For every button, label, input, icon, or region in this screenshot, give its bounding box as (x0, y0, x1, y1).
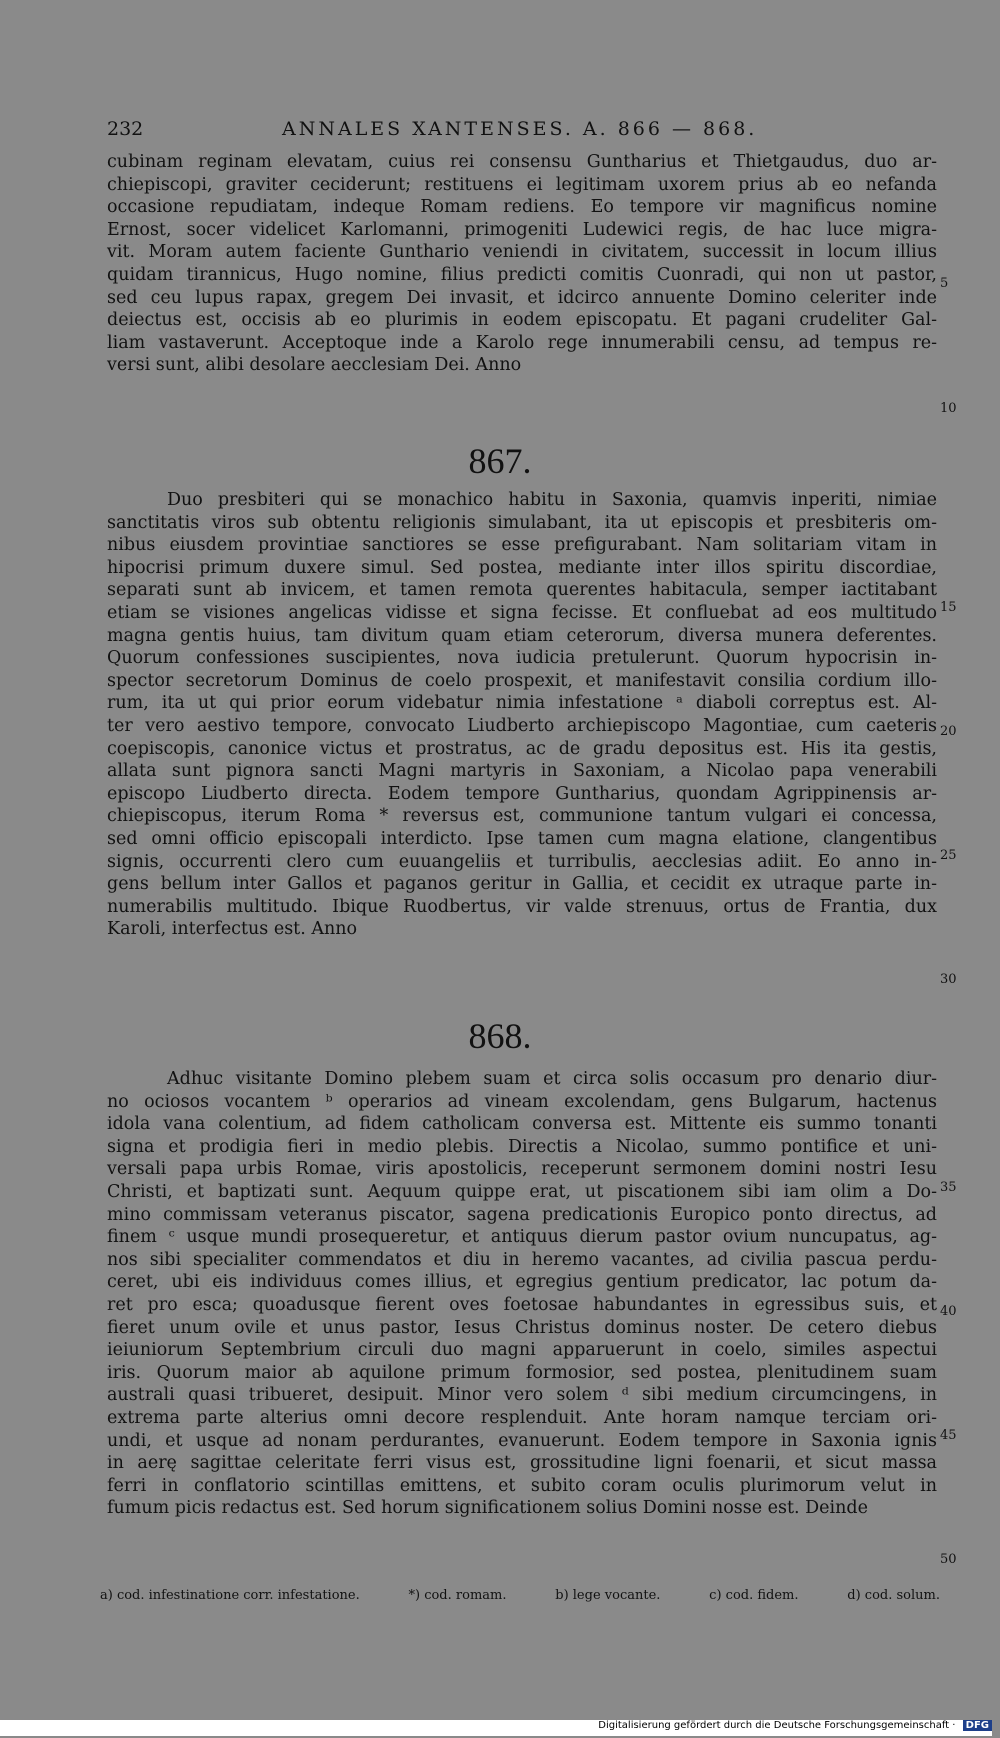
digitization-footer (0, 1720, 992, 1736)
text-line: extrema parte alterius omni decore resplenduit. Ante horam namque terciam ori- (107, 1408, 937, 1428)
text-line: vit. Moram autem faciente Gunthario veniendi in civitatem, successit in locum illius (107, 242, 937, 263)
text-line: chiepiscopus, iterum Roma * reversus est, communione tantum vulgari ei concessa, (107, 806, 937, 827)
text-line: fieret unum ovile et unus pastor, Iesus Christus dominus noster. De cetero diebus (107, 1317, 937, 1338)
text-line: Karoli, interfectus est. Anno (107, 919, 358, 940)
year-heading: 867. (468, 441, 532, 481)
text-line: ceret, ubi eis individuus comes illius, et egregius gentium predicator, lac potum da- (107, 1272, 937, 1293)
text-line: liam vastaverunt. Acceptoque inde a Karolo rege innumerabili censu, ad tempus re- (107, 332, 937, 353)
dfg-logo: DFG (963, 1720, 992, 1731)
line-number: 35 (940, 1180, 957, 1195)
text-line: mino commissam veteranus piscator, sagena predicationis Europico ponto directus, ad (107, 1204, 937, 1225)
footer-text: Digitalisierung gefördert durch die Deutsche Forschungsgemeinschaft · (598, 1720, 956, 1731)
footnote: d) cod. solum. (847, 1588, 940, 1603)
header-title: ANNALES XANTENSES. A. 866 — 868. (282, 118, 758, 140)
text-line: ter vero aestivo tempore, convocato Liudberto archiepiscopo Magontiae, cum caeteris (107, 716, 937, 736)
text-line: ferri in conflatorio scintillas emittens, et subito coram oculis plurimorum velut in (107, 1475, 937, 1496)
text-line: Adhuc visitante Domino plebem suam et circa solis occasum pro denario diur- (167, 1069, 937, 1089)
text-line: coepiscopis, canonice victus et prostratus, ac de gradu depositus est. His ita gestis, (107, 738, 937, 759)
text-line: quidam tirannicus, Hugo nomine, filius predicti comitis Cuonradi, qui non ut pastor, (107, 265, 937, 285)
text-line: sanctitatis viros sub obtentu religionis simulabant, ita ut episcopis et presbiteris om- (107, 512, 937, 533)
line-number: 25 (940, 848, 957, 863)
text-line: undi, et usque ad nonam perdurantes, evanuerunt. Eodem tempore in Saxonia ignis (107, 1430, 937, 1451)
footnote: c) cod. fidem. (709, 1588, 799, 1603)
line-number: 5 (940, 276, 949, 291)
text-line: ret pro esca; quoadusque fierent oves foetosae habundantes in egressibus suis, et (107, 1295, 937, 1315)
line-number: 20 (940, 724, 957, 739)
footnote: a) cod. infestinatione corr. infestatione. (100, 1588, 360, 1603)
text-line: idola vana colentium, ad fidem catholicam conversa est. Mittente eis summo tonanti (107, 1114, 937, 1135)
text-line: in aerę sagittae celeritate ferri visus est, grossitudine ligni foenarii, et sicut massa (107, 1453, 937, 1474)
text-line: occasione repudiatam, indeque Romam rediens. Eo tempore vir magnificus nomine (107, 197, 937, 218)
text-line: versi sunt, alibi desolare aecclesiam Dei. Anno (107, 355, 522, 376)
text-line: separati sunt ab invicem, et tamen remota querentes habitacula, semper iactitabant (107, 580, 937, 601)
line-number: 10 (940, 401, 957, 416)
text-line: sed omni officio episcopali interdicto. Ipse tamen cum magna elatione, clangentibus (107, 829, 937, 849)
text-line: sed ceu lupus rapax, gregem Dei invasit, et idcirco annuente Domino celeriter inde (107, 287, 937, 308)
text-line: signis, occurrenti clero cum euuangeliis et turribulis, aecclesias adiit. Eo anno in- (107, 851, 937, 872)
text-line: numerabilis multitudo. Ibique Ruodbertus, vir valde strenuus, ortus de Frantia, dux (107, 896, 937, 917)
text-line: episcopo Liudberto directa. Eodem tempore Guntharius, quondam Agrippinensis ar- (107, 783, 937, 804)
footnote: *) cod. romam. (408, 1588, 507, 1603)
line-number: 15 (940, 600, 957, 615)
line-number: 30 (940, 972, 957, 987)
text-line: fumum picis redactus est. Sed horum significationem solius Domini nosse est. Deinde (107, 1498, 868, 1519)
text-line: gens bellum inter Gallos et paganos geritur in Gallia, et cecidit ex utraque parte in- (107, 874, 937, 895)
text-line: iris. Quorum maior ab aquilone primum formosior, sed postea, plenitudinem suam (107, 1362, 937, 1383)
line-number: 50 (940, 1552, 957, 1567)
line-number: 40 (940, 1304, 957, 1319)
text-line: spector secretorum Dominus de coelo prospexit, et manifestavit consilia cordium illo- (107, 670, 937, 691)
text-line: versali papa urbis Romae, viris apostolicis, receperunt sermonem domini nostri Iesu (107, 1159, 937, 1180)
text-line: Quorum confessiones suscipientes, nova iudicia pretulerunt. Quorum hypocrisin in- (107, 648, 937, 669)
text-line: signa et prodigia fieri in medio plebis. Directis a Nicolao, summo pontifice et uni- (107, 1136, 937, 1157)
text-line: nos sibi specialiter commendatos et diu in heremo vacantes, ad civilia pascua perdu- (107, 1249, 937, 1270)
text-line: deiectus est, occisis ab eo plurimis in eodem episcopatu. Et pagani crudeliter Gal- (107, 310, 937, 331)
text-line: chiepiscopi, graviter ceciderunt; restituens ei legitimam uxorem prius ab eo nefanda (107, 174, 937, 195)
text-line: ieiuniorum Septembrium circuli duo magni apparuerunt in coelo, similes aspectui (107, 1340, 937, 1361)
text-line: rum, ita ut qui prior eorum videbatur nimia infestatione ᵃ diaboli correptus est. Al- (107, 693, 937, 714)
text-line: Duo presbiteri qui se monachico habitu in Saxonia, quamvis inperiti, nimiae (167, 490, 937, 510)
text-line: no ociosos vocantem ᵇ operarios ad vineam excolendam, gens Bulgarum, hactenus (107, 1091, 937, 1112)
text-line: allata sunt pignora sancti Magni martyris in Saxoniam, a Nicolao papa venerabili (107, 761, 937, 782)
line-number: 45 (940, 1428, 957, 1443)
text-line: etiam se visiones angelicas vidisse et signa fecisse. Et confluebat ad eos multitudo (107, 603, 937, 623)
footnotes (100, 1588, 940, 1603)
text-line: cubinam reginam elevatam, cuius rei consensu Guntharius et Thietgaudus, duo ar- (107, 152, 937, 172)
text-line: Ernost, socer videlicet Karlomanni, primogeniti Ludewici regis, de hac luce migra- (107, 219, 937, 240)
text-line: magna gentis huius, tam divitum quam etiam ceterorum, diversa munera deferentes. (107, 625, 937, 646)
page-number: 232 (107, 118, 144, 140)
footnote: b) lege vocante. (555, 1588, 661, 1603)
text-line: Christi, et baptizati sunt. Aequum quippe erat, ut piscationem sibi iam olim a Do- (107, 1182, 937, 1202)
year-heading: 868. (468, 1016, 532, 1056)
text-line: hipocrisi primum duxere simul. Sed postea, mediante inter illos spiritu discordiae, (107, 557, 937, 578)
text-line: nibus eiusdem provintiae sanctiores se esse prefigurabant. Nam solitariam vitam in (107, 535, 937, 556)
text-line: finem ᶜ usque mundi prosequeretur, et antiquus dierum pastor ovium nuncupatus, ag- (107, 1227, 937, 1248)
text-line: australi quasi tribueret, desipuit. Minor vero solem ᵈ sibi medium circumcingens, in (107, 1385, 937, 1406)
